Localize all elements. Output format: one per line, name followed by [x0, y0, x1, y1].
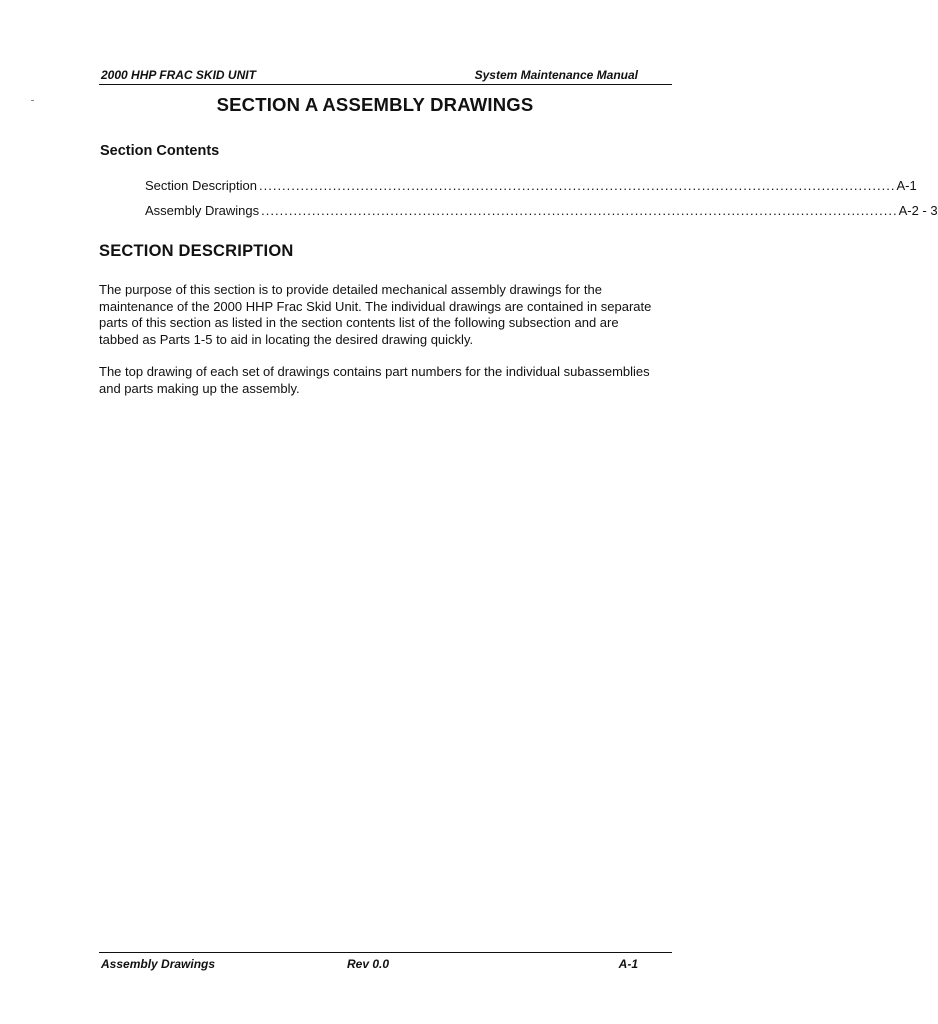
- footer-page-number: A-1: [618, 957, 638, 971]
- header-left-title: 2000 HHP FRAC SKID UNIT: [101, 68, 256, 82]
- page-title: SECTION A ASSEMBLY DRAWINGS: [216, 94, 534, 115]
- section-contents-heading: Section Contents: [100, 143, 220, 159]
- toc-entry-title: Section Description: [145, 178, 257, 193]
- page-header: [99, 66, 672, 85]
- section-description-heading: SECTION DESCRIPTION: [99, 242, 294, 260]
- toc-entry-assembly-drawings[interactable]: [145, 203, 938, 221]
- toc-entry-page: A-2 - 3: [898, 203, 938, 218]
- footer-revision: Rev 0.0: [347, 957, 390, 971]
- toc-entry-title: Assembly Drawings: [145, 203, 260, 218]
- header-right-title: System Maintenance Manual: [474, 68, 638, 82]
- toc-entry-section-description[interactable]: [145, 178, 917, 196]
- body-paragraph: The purpose of this section is to provide detailed mechanical assembly drawings for the maintenance of the 2000 HHP Frac Skid Unit. The individual drawings are contained in separate parts of this section as listed in the section contents list of the following subsection and are tabbed as Parts 1-5 to aid in locating the desired drawing quickly.: [99, 282, 652, 347]
- page-footer: [99, 952, 672, 975]
- toc-entry-page: A-1: [896, 178, 917, 193]
- footer-left-text: Assembly Drawings: [101, 957, 216, 971]
- toc-leader-dots: ..........................................................................................................................................: [259, 178, 896, 193]
- body-paragraph: The top drawing of each set of drawings contains part numbers for the individual subassemblies and parts making up the assembly.: [99, 364, 650, 396]
- toc-leader-dots: ..........................................................................................................................................: [261, 203, 898, 218]
